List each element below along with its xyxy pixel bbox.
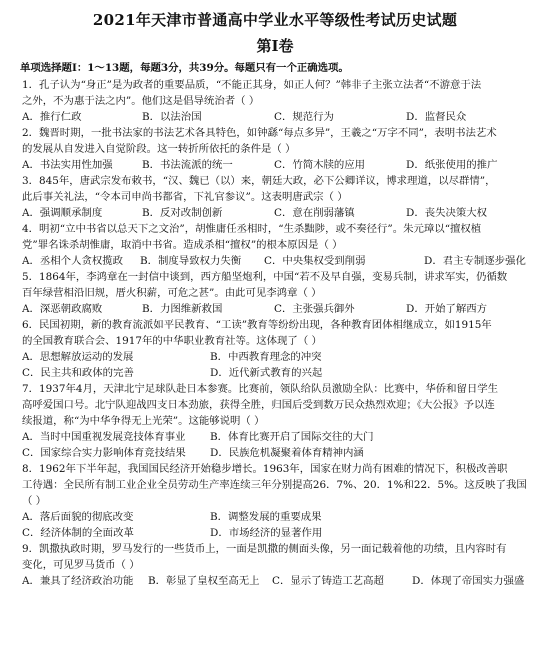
options-5 [20,301,530,317]
question-text-line: 9．凯撒执政时期，罗马发行的一些货币上，一面是凯撒的侧面头像，另一面记载着他的功绩，且内容时有 [22,543,507,555]
option-c: C．经济体制的全面改革 [22,527,134,539]
option-c: C．中央集权受到削弱 [264,255,366,267]
option-a: A．深恶朝政腐败 [22,303,103,315]
options-3 [20,205,530,221]
instructions: 单项选择题Ⅰ：1～13题，每题3分，共39分。每题只有一个正确选项。 [20,62,349,74]
option-c: C．国家综合实力影响体育竞技结果 [22,447,186,459]
question-text-line: 工待遇：全民所有制工业企业全员劳动生产率连续三年分别提高26．7%、20．1%和22．5%。这反映了我国 [22,479,527,491]
option-b: B．制度导致权力失衡 [140,255,242,267]
option-b: B．中西教育理念的冲突 [210,351,322,363]
option-a: A．当时中国重视发展竞技体育事业 [22,431,186,443]
options-2 [20,157,530,173]
question-text-line: 党”罪名诛杀胡惟庸，取消中书省。造成杀相“擅权”的根本原因是（ ） [22,239,343,251]
question-text-line: 2．魏晋时期，一批书法家的书法艺术各具特色，如钟繇“每点多异”，王羲之“万字不同”，表明书法艺术 [22,127,497,139]
option-d: D．开始了解西方 [406,303,488,315]
option-b: B．书法流派的统一 [142,159,233,171]
question-3 [20,173,530,205]
option-b: B．力图维新救国 [142,303,223,315]
options-1 [20,109,530,125]
option-c: C．竹简木牍的应用 [274,159,366,171]
option-c: C．意在削弱藩镇 [274,207,355,219]
option-a: A．推行仁政 [22,111,82,123]
option-a: A．强调顺承制度 [22,207,103,219]
option-b: B．反对改制创新 [142,207,223,219]
option-d: D．纸张使用的推广 [406,159,498,171]
option-a: A．书法实用性加强 [22,159,113,171]
option-a: A．落后面貌的彻底改变 [22,511,134,523]
question-text-line: 6．民国初期，新的教育流派如平民教育、“工读”教育等纷纷出现，各种教育团体相继成立，如1915年 [22,319,492,331]
option-c: C．主张强兵御外 [274,303,355,315]
option-d: D．监督民众 [406,111,467,123]
question-text-line: 变化，可见罗马货币（ ） [22,559,140,571]
options-4 [20,253,530,269]
question-text-line: 3．845年，唐武宗发布敕书，“汉、魏已（以）来，朝廷大政，必下公卿详议，博求理道，以尽群情”， [22,175,496,187]
exam-title: 2021年天津市普通高中学业水平等级性考试历史试题 [92,11,458,29]
question-text-line: 之外，不为惠于法之内”。他们这是倡导统治者（ ） [22,95,260,107]
options-6 [20,349,530,381]
question-text-line: 1．孔子认为“身正”是为政者的重要品质，“不能正其身，如正人何？”韩非子主张立法者“不游意于法 [22,79,482,91]
option-b: B．以法治国 [142,111,202,123]
options-9 [20,573,530,589]
option-a: A．思想解放运动的发展 [22,351,134,363]
question-text-line: 的发展从自发进入自觉阶段。这一转折所依托的条件是（ ） [22,143,296,155]
option-d: D．市场经济的显著作用 [210,527,323,539]
option-b: B．彰显了皇权至高无上 [148,575,260,587]
option-a: A．丞相个人贪权揽政 [22,255,124,267]
question-text-line: 百年绿营相沿旧规，厝火积薪，可危之甚”。由此可见李鸿章（ ） [22,287,322,299]
question-text-line: 的全国教育联合会、1917年的中华职业教育社等。这体现了（ ） [22,335,322,347]
option-d: D．体现了帝国实力强盛 [412,575,525,587]
options-7 [20,429,530,461]
options-8 [20,509,530,541]
section-title: 第Ⅰ卷 [256,37,294,55]
question-text-line: 此后事关礼法，“令本司申尚书都省，下礼官参议”。这表明唐武宗（ ） [22,191,348,203]
question-text-line: 8．1962年下半年起，我国国民经济开始稳步增长。1963年，国家在财力尚有困难的情况下，积极改善职 [22,463,508,475]
option-b: B．调整发展的重要成果 [210,511,322,523]
option-c: C．民主共和政体的完善 [22,367,134,379]
option-c: C．显示了铸造工艺高超 [272,575,384,587]
question-7 [20,381,530,429]
question-text-line: 7．1937年4月，天津北宁足球队赴日本参赛。比赛前，领队给队员激励全队：比赛中，华侨和留日学生 [22,383,499,395]
question-text-line: （ ） [22,495,47,507]
option-b: B．体育比赛开启了国际交往的大门 [210,431,374,443]
question-1 [20,77,530,109]
question-text-line: 高呼爱国口号。北宁队迎战四支日本劲旅，获得全胜，归国后受到数万民众热烈欢迎；《大公报》予以连 [22,399,495,411]
question-text-line: 5．1864年，李鸿章在一封信中谈到，西方船坚炮利，中国“若不及早自强，变易兵制，讲求军实，仍循数 [22,271,508,283]
option-d: D．民族危机凝聚着体育精神内涵 [210,447,364,459]
question-6 [20,317,530,349]
question-5 [20,269,530,301]
question-9 [20,541,530,573]
option-a: A．兼具了经济政治功能 [22,575,134,587]
question-2 [20,125,530,157]
option-d: D．丧失决策大权 [406,207,488,219]
question-text-line: 4．明初“立中书省以总天下之文治”，胡惟庸任丞相时，“生杀黜陟，或不奏径行”。朱元璋以“擅权植 [22,223,482,235]
option-d: D．君主专制逐步强化 [424,255,526,267]
question-4 [20,221,530,253]
option-c: C．规范行为 [274,111,334,123]
question-8 [20,461,530,509]
question-text-line: 续报道，称“为中华争得无上光荣”。这能够说明（ ） [22,415,265,427]
option-d: D．近代新式教育的兴起 [210,367,323,379]
